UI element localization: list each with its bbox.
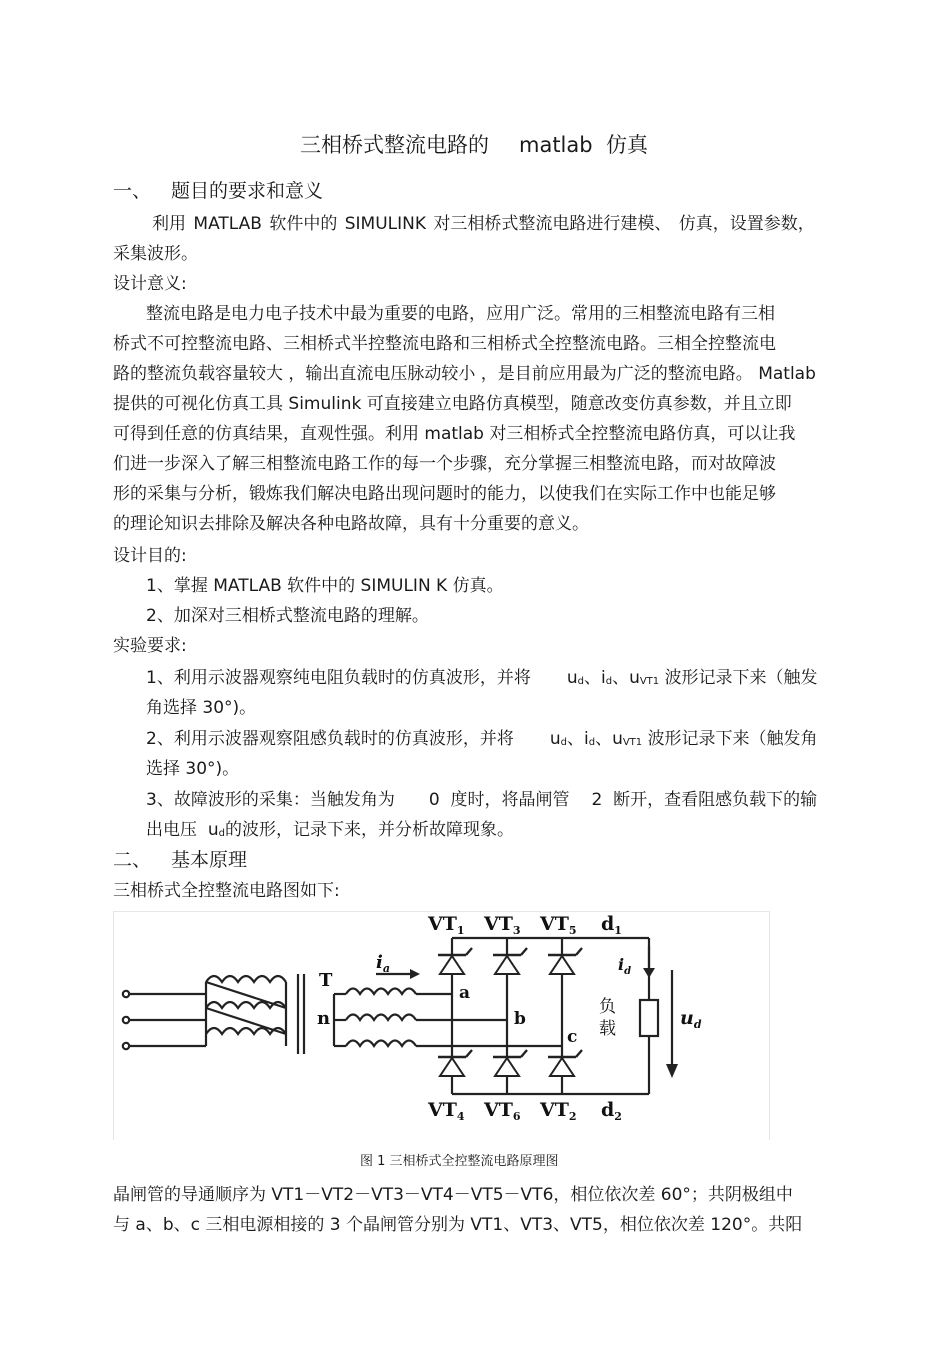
meaning-line: 的理论知识去排除及解决各种电路故障，具有十分重要的意义。 [113, 514, 589, 534]
requirement-3-cont: 出电压 $u_d$的波形，记录下来，并分析故障现象。 [146, 820, 514, 840]
ia-arrow-head [410, 969, 420, 979]
meaning-line: 形的采集与分析，锻炼我们解决电路出现问题时的能力，以使我们在实际工作中也能足够 [113, 484, 776, 504]
svg-text:d2: $d_2$ [601, 1099, 622, 1123]
thyristor-vt2 [550, 1058, 574, 1076]
secondary-coil-b [346, 1015, 416, 1021]
svg-text:id: $i_d$ [618, 955, 632, 977]
svg-text:VT1: $VT_1$ [428, 913, 465, 937]
load-resistor [640, 1000, 658, 1036]
svg-text:VT5: $VT_5$ [540, 913, 577, 937]
svg-text:载: 载 [599, 1019, 616, 1039]
page-title: 三相桥式整流电路的 matlab 仿真 [300, 133, 648, 157]
section-heading-2: 二、 基本原理 [113, 849, 248, 871]
svg-text:c: c [567, 1027, 578, 1047]
svg-text:VT6: $VT_6$ [484, 1099, 521, 1123]
thyristor-vt6 [495, 1058, 519, 1076]
meaning-line: 桥式不可控整流电路、三相桥式半控整流电路和三相桥式全控整流电路。三相全控整流电 [113, 334, 776, 354]
svg-text:a: a [459, 983, 471, 1003]
svg-text:T: T [319, 970, 333, 991]
purpose-item: 2、加深对三相桥式整流电路的理解。 [146, 606, 429, 626]
terminal-3 [123, 1043, 129, 1049]
meaning-line: 们进一步深入了解三相整流电路工作的每一个步骤，充分掌握三相整流电路，而对故障波 [113, 454, 776, 474]
figure-caption: 图 1 三相桥式全控整流电路原理图 [360, 1154, 559, 1169]
svg-text:VT4: $VT_4$ [428, 1099, 465, 1123]
secondary-coil-a [346, 989, 416, 995]
meaning-label: 设计意义: [113, 274, 187, 294]
secondary-coil-c [346, 1041, 416, 1047]
svg-text:d1: $d_1$ [601, 913, 622, 937]
svg-text:ia: $i_a$ [376, 952, 390, 975]
id-arrow-head [643, 968, 655, 978]
requirements-label: 实验要求: [113, 636, 187, 656]
section2-intro: 三相桥式全控整流电路图如下: [113, 881, 340, 901]
thyristor-vt5 [550, 956, 574, 974]
requirement-1-cont: 角选择 30°)。 [146, 698, 257, 718]
tail-line-1: 晶闸管的导通顺序为 VT1－VT2－VT3－VT4－VT5－VT6，相位依次差 60°；共阴极组中 [113, 1185, 793, 1205]
primary-coil-1 [206, 976, 286, 982]
svg-text:b: b [514, 1009, 526, 1029]
requirement-2-cont: 选择 30°)。 [146, 759, 240, 779]
tail-line-2: 与 a、b、c 三相电源相接的 3 个晶闸管分别为 VT1、VT3、VT5，相位依次差 120°。共阳 [113, 1215, 803, 1235]
meaning-line: 提供的可视化仿真工具 Simulink 可直接建立电路仿真模型，随意改变仿真参数，并且立即 [113, 394, 792, 414]
intro-line-2: 采集波形。 [113, 244, 198, 264]
intro-line-1: 利用 MATLAB 软件中的 SIMULINK 对三相桥式整流电路进行建模、 仿真，设置参数， [152, 214, 815, 234]
meaning-line: 可得到任意的仿真结果，直观性强。利用 matlab 对三相桥式全控整流电路仿真，可以让我 [113, 424, 796, 444]
section-heading-1: 一、 题目的要求和意义 [113, 180, 324, 202]
terminal-2 [123, 1017, 129, 1023]
meaning-line: 整流电路是电力电子技术中最为重要的电路，应用广泛。常用的三相整流电路有三相 [146, 304, 775, 324]
thyristor-vt1 [440, 956, 464, 974]
ud-arrow-head [666, 1064, 678, 1078]
svg-text:VT3: $VT_3$ [484, 913, 521, 937]
svg-text:VT2: $VT_2$ [540, 1099, 577, 1123]
requirement-2: 2、利用示波器观察阻感负载时的仿真波形，并将 $u_d$、$i_d$、$u_{VT1}$ 波形记录下来（触发角 [146, 729, 818, 749]
svg-text:负: 负 [599, 997, 616, 1017]
circuit-diagram [114, 912, 769, 1140]
thyristor-vt3 [495, 956, 519, 974]
terminal-1 [123, 991, 129, 997]
svg-text:n: n [317, 1008, 331, 1029]
purpose-label: 设计目的: [113, 546, 187, 566]
requirement-3: 3、故障波形的采集：当触发角为 0 度时，将晶闸管 2 断开，查看阻感负载下的输 [146, 790, 818, 810]
svg-text:ud: $u_d$ [680, 1007, 702, 1031]
purpose-item: 1、掌握 MATLAB 软件中的 SIMULIN K 仿真。 [146, 576, 504, 596]
thyristor-vt4 [440, 1058, 464, 1076]
meaning-line: 路的整流负载容量较大 ，输出直流电压脉动较小 ，是目前应用最为广泛的整流电路。 Matlab [113, 364, 816, 384]
circuit-figure [113, 911, 770, 1140]
requirement-1: 1、利用示波器观察纯电阻负载时的仿真波形，并将 $u_d$、$i_d$、$u_{VT1}$ 波形记录下来（触发 [146, 668, 818, 688]
